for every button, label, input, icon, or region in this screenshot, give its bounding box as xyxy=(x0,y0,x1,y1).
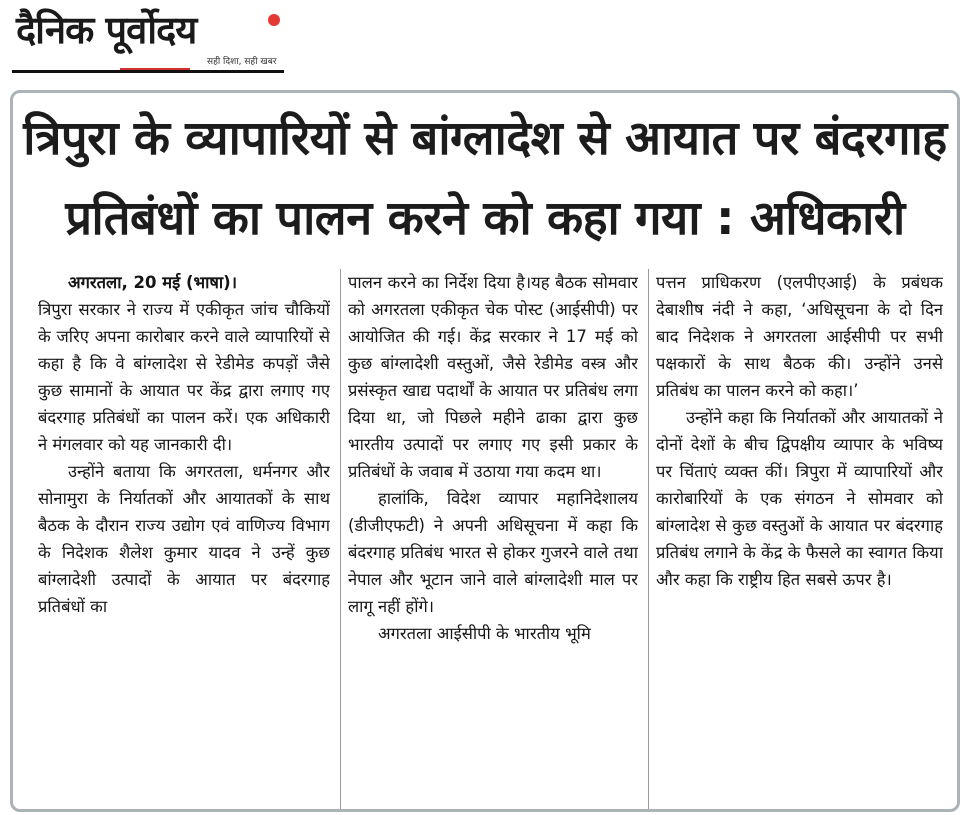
headline-line-1: त्रिपुरा के व्यापारियों से बांग्लादेश से आयात पर बंदरगाह xyxy=(23,111,947,166)
body-paragraph: उन्होंने बताया कि अगरतला, धर्मनगर और सोनामुरा के निर्यातकों और आयातकों के साथ बैठक के दौरान राज्य उद्योग एवं वाणिज्य विभाग के निदेशक शैलेश कुमार यादव ने उन्हें कुछ बांग्लादेशी उत्पादों के आयात पर बंदरगाह प्रतिबंधों का xyxy=(38,462,330,616)
body-paragraph: हालांकि, विदेश व्यापार महानिदेशालय (डीजीएफटी) ने अपनी अधिसूचना में कहा कि बंदरगाह प्रतिबंध भारत से होकर गुजरने वाले तथा नेपाल और भूटान जाने वाले बांग्लादेशी माल पर लागू नहीं होंगे। xyxy=(348,489,638,616)
article-box xyxy=(10,90,960,812)
column-2 xyxy=(348,269,638,809)
logo-dot-icon xyxy=(268,14,280,26)
column-3 xyxy=(656,269,943,809)
dateline: अगरतला, 20 मई (भाषा)। xyxy=(68,273,237,292)
headline xyxy=(13,99,957,259)
masthead xyxy=(12,4,292,74)
column-1 xyxy=(38,269,330,809)
body-paragraph: पत्तन प्राधिकरण (एलपीएआई) के प्रबंधक देबाशीष नंदी ने कहा, ‘अधिसूचना के दो दिन बाद निदेशक ने अगरतला आईसीपी पर सभी पक्षकारों के साथ बैठक की। उन्होंने उनसे प्रतिबंध का पालन करने को कहा।’ xyxy=(656,273,943,400)
column-divider xyxy=(340,269,341,809)
dateline-paragraph xyxy=(38,269,330,296)
body-paragraph: त्रिपुरा सरकार ने राज्य में एकीकृत जांच चौकियों के जरिए अपना कारोबार करने वाले व्यापारियों से कहा है कि वे बांग्लादेश से रेडीमेड कपड़ों जैसे कुछ सामानों के आयात पर केंद्र द्वारा लगाए गए बंदरगाह प्रतिबंधों का पालन करें। एक अधिकारी ने मंगलवार को यह जानकारी दी। xyxy=(38,300,330,454)
masthead-rule xyxy=(12,70,284,73)
column-divider xyxy=(648,269,649,809)
article-columns xyxy=(38,269,943,809)
body-paragraph: अगरतला आईसीपी के भारतीय भूमि xyxy=(378,624,591,643)
tagline: सही दिशा, सही खबर xyxy=(207,57,277,67)
body-paragraph: पालन करने का निर्देश दिया है।यह बैठक सोमवार को अगरतला एकीकृत चेक पोस्ट (आईसीपी) पर आयोजित की गई। केंद्र सरकार ने 17 मई को कुछ बांग्लादेशी वस्तुओं, जैसे रेडीमेड वस्त्र और प्रसंस्कृत खाद्य पदार्थों के आयात पर प्रतिबंध लगा दिया था, जो पिछले महीने ढाका द्वारा कुछ भारतीय उत्पादों पर लगाए गए इसी प्रकार के प्रतिबंधों के जवाब में उठाया गया कदम था। xyxy=(348,273,638,481)
newspaper-logo: दैनिक पूर्वोदय xyxy=(16,8,197,52)
headline-line-2: प्रतिबंधों का पालन करने को कहा गया : अधिकारी xyxy=(65,191,905,246)
body-paragraph: उन्होंने कहा कि निर्यातकों और आयातकों ने दोनों देशों के बीच द्विपक्षीय व्यापार के भविष्य पर चिंताएं व्यक्त कीं। त्रिपुरा में व्यापारियों और कारोबारियों के एक संगठन ने सोमवार को बांग्लादेश से कुछ वस्तुओं के आयात पर बंदरगाह प्रतिबंध लगाने के केंद्र के फैसले का स्वागत किया और कहा कि राष्ट्रीय हित सबसे ऊपर है। xyxy=(656,408,943,589)
